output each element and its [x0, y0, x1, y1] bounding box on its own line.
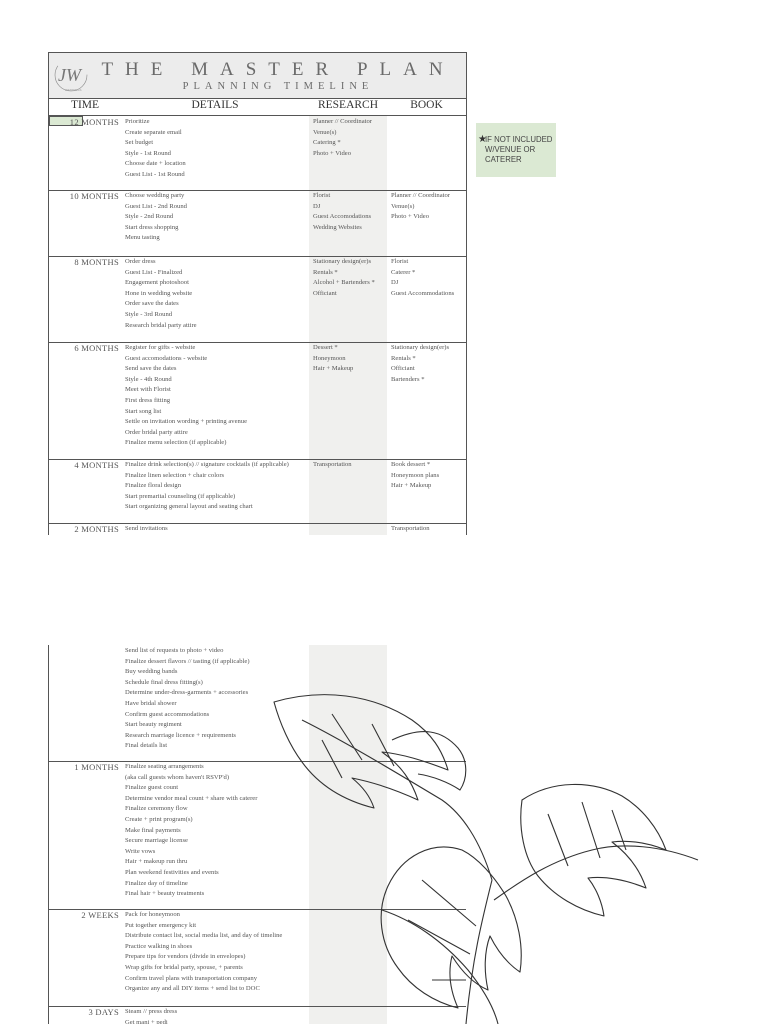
book-cell [391, 257, 467, 299]
details-cell [125, 646, 309, 752]
research-item: Honeymoon [313, 354, 346, 362]
book-cell [391, 524, 467, 535]
details-item: Write vows [125, 847, 156, 855]
research-item: DJ [313, 202, 321, 210]
details-item: Settle on invitation wording + printing avenue [125, 418, 248, 426]
details-item: Send save the dates [125, 365, 177, 373]
details-item: Finalize ceremony flow [125, 805, 188, 813]
details-item: Guest List - Finalized [125, 268, 183, 276]
svg-text:WEDDINGS: WEDDINGS [65, 88, 82, 92]
details-item: Buy wedding bands [125, 668, 178, 676]
details-item: Have bridal shower [125, 699, 177, 707]
research-item: Venue(s) [313, 128, 337, 136]
book-item: Venue(s) [391, 202, 415, 210]
header [49, 53, 466, 99]
book-cell [391, 191, 467, 223]
book-item: Honeymoon plans [391, 471, 440, 479]
details-item: Prepare tips for vendors (divide in envelopes) [125, 953, 246, 961]
details-item: Schedule final dress fitting(s) [125, 678, 203, 686]
research-cell [313, 191, 387, 233]
details-item: Send list of requests to photo + video [125, 647, 224, 654]
research-item: Rentals * [313, 268, 338, 276]
note-line: W/VENUE OR [485, 145, 536, 154]
details-item: Finalize linen selection + chair colors [125, 471, 225, 479]
book-item: Rentals * [391, 354, 416, 362]
details-item: Determine vendor meal count + share with caterer [125, 794, 258, 802]
page-title: THE MASTER PLAN [101, 59, 455, 80]
details-item: Finalize guest count [125, 784, 179, 792]
timeline-row [49, 256, 466, 343]
details-cell [125, 762, 309, 900]
details-item: Make final payments [125, 826, 181, 834]
research-item: Transportation [313, 461, 352, 468]
research-item: Catering * [313, 139, 341, 147]
details-item: Menu tasting [125, 234, 160, 242]
book-cell [391, 460, 467, 492]
research-cell [313, 257, 387, 299]
details-item: Distribute contact list, social media list, and day of timeline [125, 932, 283, 940]
timeline-row [49, 190, 466, 257]
note-line: IF NOT INCLUDED [485, 135, 553, 144]
details-item: Get mani + pedi [125, 1018, 168, 1024]
research-item: Hair + Makeup [313, 365, 354, 373]
book-item: Photo + Video [391, 213, 430, 221]
details-cell [125, 524, 309, 535]
details-item: Create + print program(s) [125, 815, 193, 823]
book-item: DJ [391, 279, 399, 287]
details-item: Choose date + location [125, 160, 186, 168]
timeline-row [49, 342, 466, 460]
research-item: Stationary design(er)s [313, 258, 372, 265]
details-item: First dress fitting [125, 396, 171, 404]
details-item: Confirm guest accommodations [125, 710, 210, 718]
book-item: Bartenders * [391, 375, 425, 383]
details-item: Hair + makeup run thru [125, 858, 188, 866]
details-item: Research marriage licence + requirements [125, 731, 236, 739]
column-header-research: RESEARCH [309, 99, 387, 116]
page-subtitle: PLANNING TIMELINE [182, 81, 374, 92]
details-item: Organize any and all DIY items + send list to DOC [125, 985, 260, 993]
details-cell [125, 910, 309, 995]
details-item: Order dress [125, 258, 156, 265]
time-label: 8 MONTHS [74, 257, 119, 267]
research-cell [313, 117, 387, 159]
book-item: Book dessert * [391, 461, 431, 468]
details-item: Start premarital counseling (if applicable) [125, 492, 236, 500]
details-cell [125, 191, 309, 244]
details-cell [125, 1007, 309, 1024]
research-item: Officiant [313, 289, 337, 297]
details-item: Wrap gifts for bridal party, spouse, + parents [125, 963, 243, 971]
details-item: Secure marriage license [125, 837, 188, 845]
time-label: 3 DAYS [88, 1007, 119, 1017]
details-item: Register for gifts - website [125, 344, 196, 351]
time-label: 4 MONTHS [74, 460, 119, 470]
details-item: Steam // press dress [125, 1008, 178, 1015]
details-item: Final hair + beauty treatments [125, 890, 205, 898]
details-item: Confirm travel plans with transportation company [125, 974, 258, 982]
book-item: Florist [391, 258, 409, 265]
note-text [485, 135, 552, 165]
book-item: Stationary design(er)s [391, 344, 450, 351]
details-item: Choose wedding party [125, 192, 185, 199]
column-header-details: DETAILS [121, 99, 309, 116]
book-item: Caterer * [391, 268, 416, 276]
time-label: 2 WEEKS [81, 910, 119, 920]
details-item: Finalize menu selection (if applicable) [125, 439, 227, 447]
research-item: Alcohol + Bartenders * [313, 279, 375, 287]
details-item: Prioritize [125, 118, 150, 125]
details-item: Start organizing general layout and seating chart [125, 503, 253, 511]
book-item: Guest Accommodations [391, 289, 455, 297]
book-item: Hair + Makeup [391, 482, 432, 490]
details-item: Engagement photoshoot [125, 279, 189, 287]
details-item: (aka call guests whom haven't RSVP'd) [125, 773, 230, 781]
details-item: Pack for honeymoon [125, 911, 180, 918]
star-icon: ★ [478, 134, 487, 145]
timeline-row [49, 523, 466, 535]
book-item: Planner // Coordinator [391, 192, 450, 199]
details-item: Create separate email [125, 128, 182, 136]
jw-logo-icon [53, 57, 89, 93]
book-item: Officiant [391, 365, 415, 373]
note-line: CATERER [485, 155, 522, 164]
time-label: 12 MONTHS [69, 117, 119, 127]
details-item: Finalize seating arrangements [125, 763, 204, 770]
timeline-row [49, 116, 466, 191]
book-cell [391, 343, 467, 385]
details-item: Plan weekend festivities and events [125, 868, 219, 876]
details-item: Style - 1st Round [125, 149, 171, 157]
details-cell [125, 117, 309, 181]
column-header-book: BOOK [387, 99, 466, 116]
details-cell [125, 257, 309, 331]
research-item: Planner // Coordinator [313, 118, 372, 125]
details-item: Set budget [125, 139, 154, 147]
planning-timeline-page-2 [48, 645, 466, 1024]
timeline-row [49, 909, 466, 1007]
details-cell [125, 343, 309, 449]
time-label: 2 MONTHS [74, 524, 119, 534]
book-item: Transportation [391, 525, 430, 532]
column-header-time: TIME [49, 99, 121, 116]
details-item: Style - 4th Round [125, 375, 172, 383]
planning-timeline-page-1 [48, 52, 467, 535]
time-label: 10 MONTHS [69, 191, 119, 201]
details-item: Send invitations [125, 525, 168, 532]
research-cell [313, 343, 387, 375]
research-item: Wedding Websites [313, 223, 362, 231]
details-item: Finalize dessert flavors // tasting (if applicable) [125, 657, 250, 665]
details-item: Order save the dates [125, 300, 179, 308]
research-cell [313, 460, 387, 471]
details-item: Order bridal party attire [125, 428, 188, 436]
research-item: Florist [313, 192, 331, 199]
timeline-row [49, 1006, 466, 1024]
timeline-row [49, 645, 466, 762]
details-item: Finalize floral design [125, 482, 182, 490]
svg-text:JW: JW [58, 65, 81, 85]
details-item: Meet with Florist [125, 386, 171, 394]
details-item: Finalize drink selection(s) // signature cocktails (if applicable) [125, 461, 289, 468]
timeline-row [49, 459, 466, 524]
timeline-row [49, 761, 466, 910]
details-item: Determine under-dress-garments + accessories [125, 689, 249, 697]
details-item: Start dress shopping [125, 223, 179, 231]
details-item: Practice walking in shoes [125, 942, 193, 950]
details-item: Put together emergency kit [125, 921, 197, 929]
details-item: Guest List - 2nd Round [125, 202, 187, 210]
note-box [476, 123, 556, 177]
details-item: Start beauty regiment [125, 721, 182, 729]
research-item: Guest Accomodations [313, 213, 372, 221]
research-item: Photo + Video [313, 149, 352, 157]
details-item: Guest List - 1st Round [125, 170, 185, 178]
details-item: Hone in wedding website [125, 289, 193, 297]
details-item: Guest accomodations - website [125, 354, 208, 362]
details-item: Style - 2nd Round [125, 213, 174, 221]
details-item: Research bridal party attire [125, 321, 197, 329]
details-item: Final details list [125, 742, 168, 750]
time-label: 1 MONTHS [74, 762, 119, 772]
time-label: 6 MONTHS [74, 343, 119, 353]
details-item: Finalize day of timeline [125, 879, 188, 887]
details-item: Start song list [125, 407, 162, 415]
details-item: Style - 3rd Round [125, 310, 173, 318]
research-item: Dessert * [313, 344, 338, 351]
details-cell [125, 460, 309, 513]
